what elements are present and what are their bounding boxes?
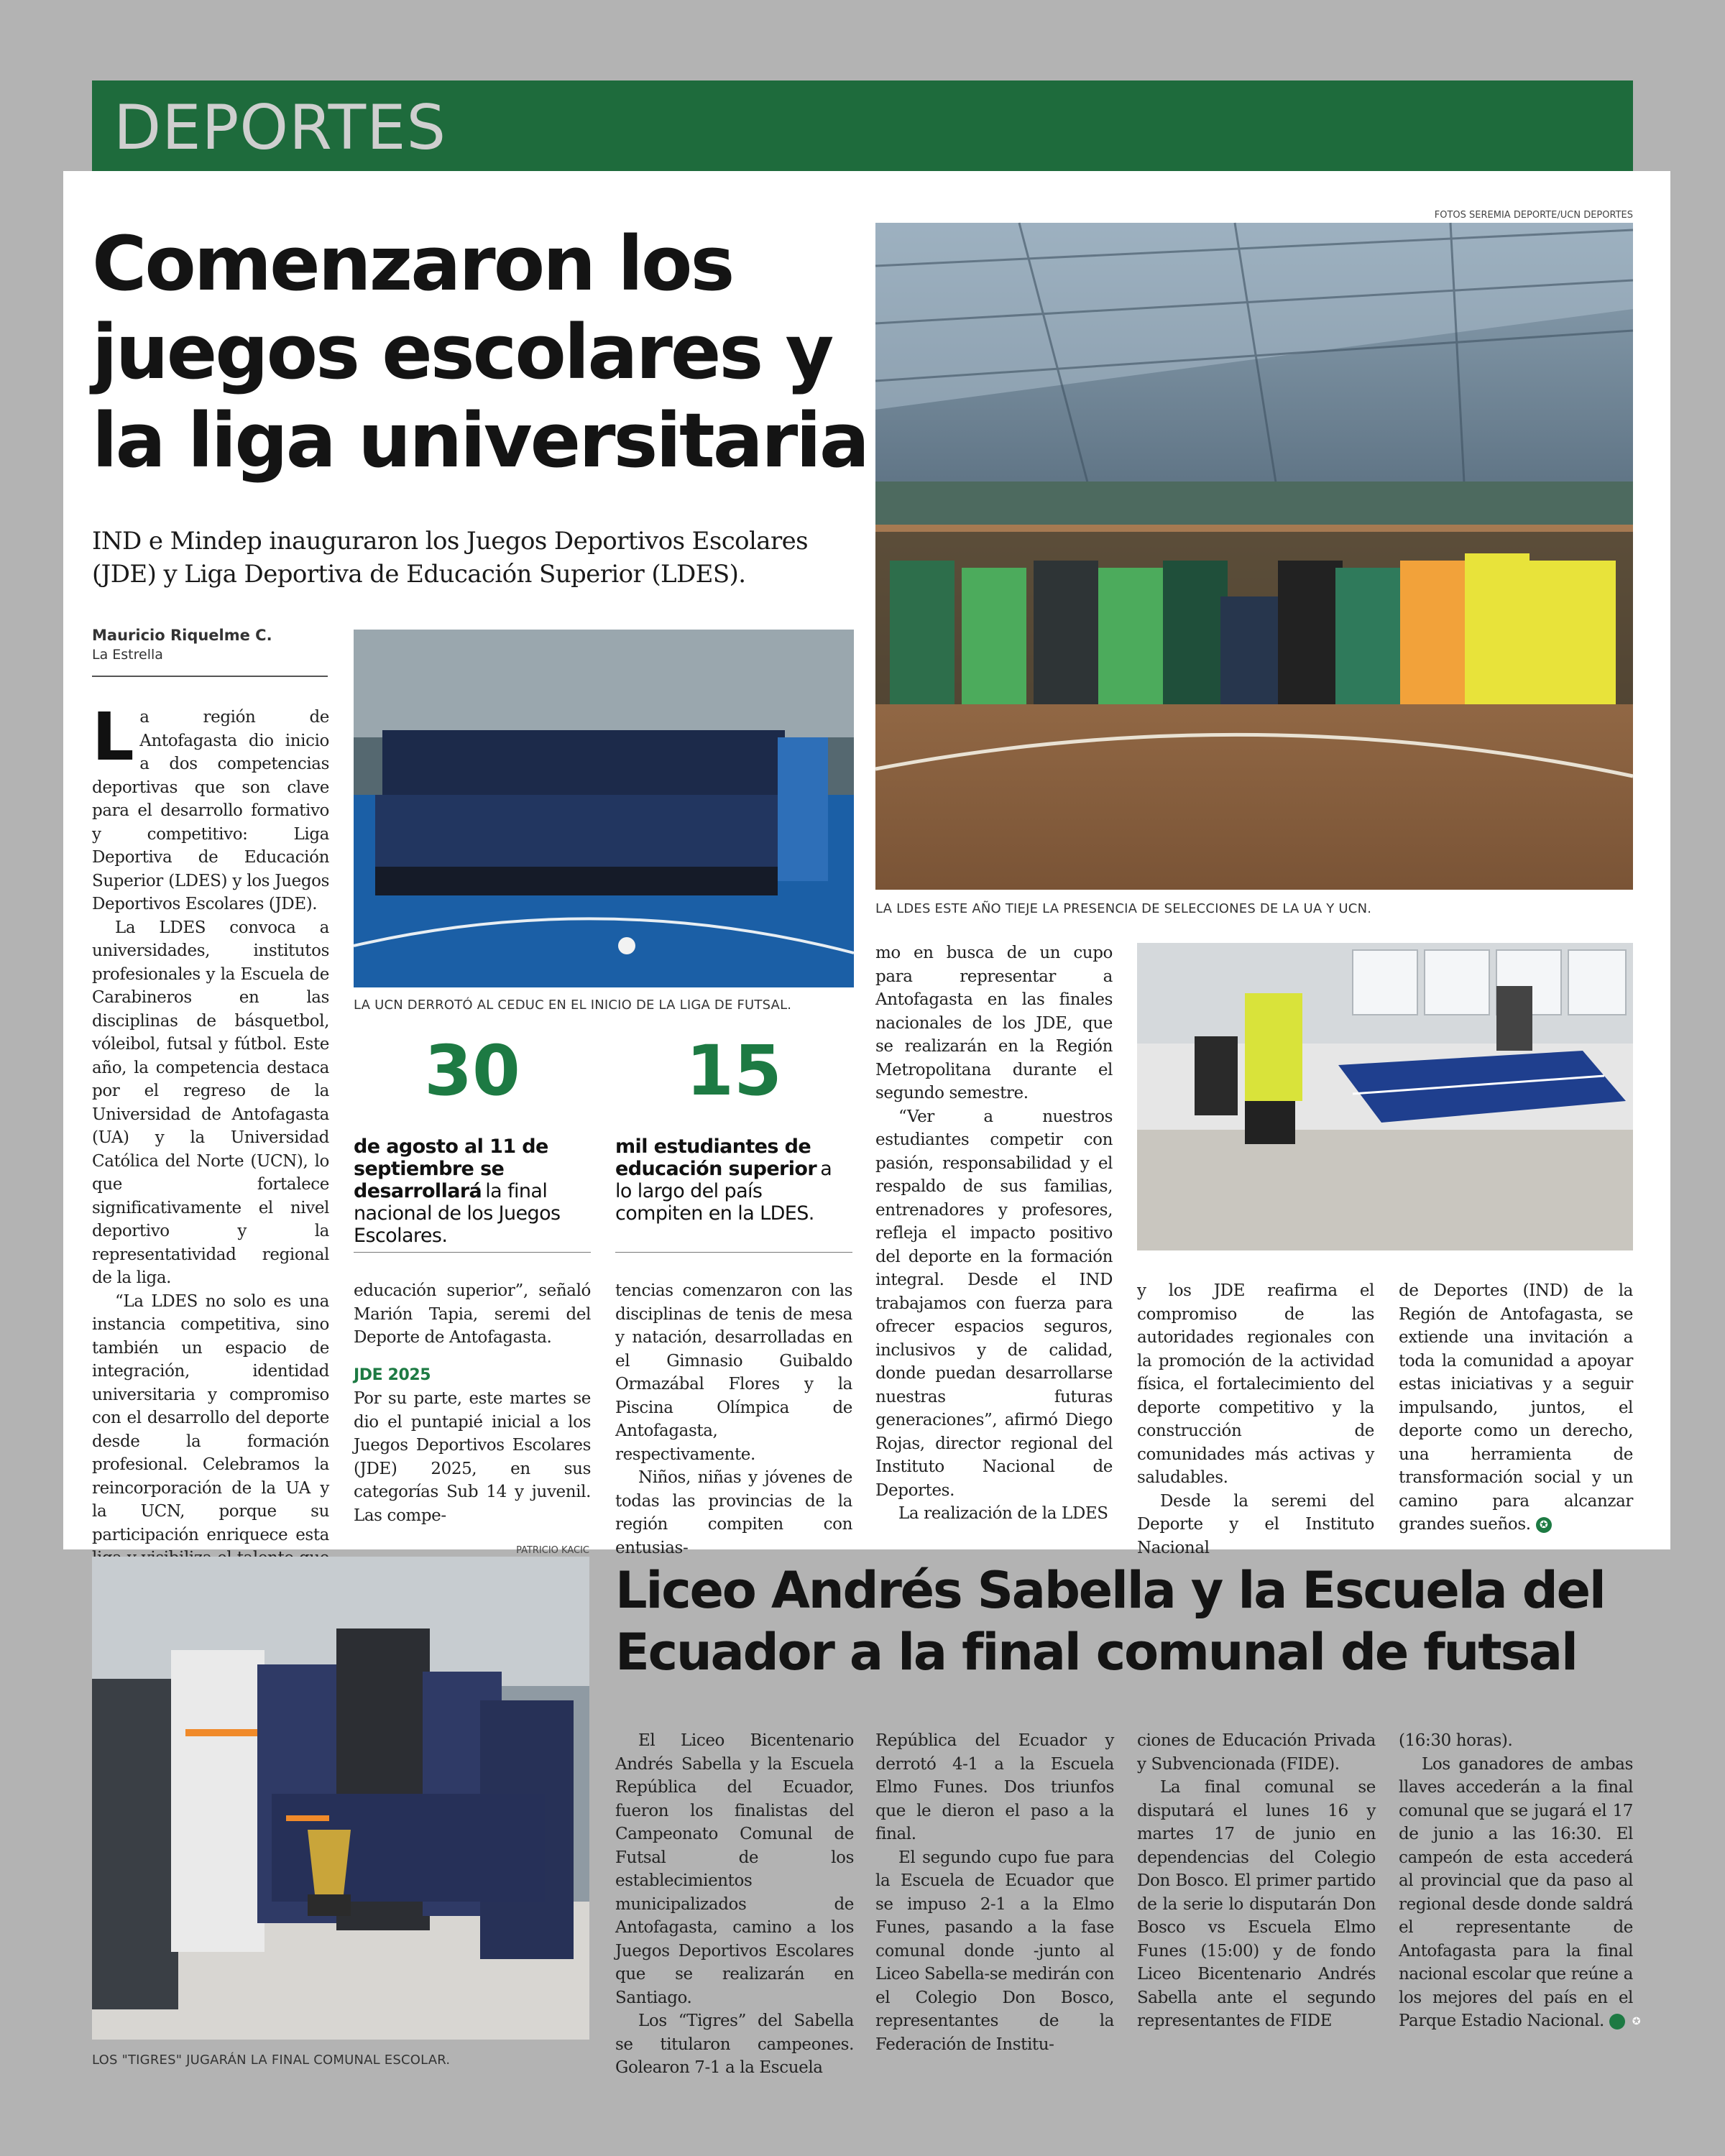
article1-col3-p2: Niños, niñas y jóvenes de todas las provincias de la región compiten con entusias-	[615, 1468, 852, 1557]
fact2-bold: mil estudiantes de educación superior	[615, 1135, 817, 1180]
article2-col3-p1: ciones de Educación Privada y Subvencionada (FIDE).	[1137, 1731, 1376, 1774]
article2-col3	[1137, 1729, 1376, 2074]
article1-col5	[1137, 1279, 1374, 1557]
article1-col1-p3: “La LDES no solo es una instancia competitiva, sino también un espacio de integración, identidad universitaria y compromiso con el desarrollo del deporte desde la formación profesional. Celebramos la reincorporación de la UA y la UCN, porque su participación enriquece esta	[92, 1291, 329, 1544]
article1-col1	[92, 699, 329, 1544]
fact1-text	[354, 1135, 591, 1247]
article1-col3	[615, 1279, 852, 1557]
byline-divider	[92, 676, 328, 677]
article-headline: Comenzaron los juegos escolares y la liga universitaria	[92, 220, 868, 484]
article-subhead: IND e Mindep inauguraron los Juegos Deportivos Escolares (JDE) y Liga Deportiva de Educación Superior (LDES).	[92, 527, 808, 589]
author-name: Mauricio Riquelme C.	[92, 627, 272, 644]
article1-col2	[354, 1279, 591, 1525]
byline	[92, 627, 272, 663]
fact1-divider	[354, 1252, 591, 1253]
photo-credit: FOTOS SEREMIA DEPORTE/UCN DEPORTES	[1434, 210, 1633, 221]
article2-headline: Liceo Andrés Sabella y la Escuela del Ecuador a la final comunal de futsal	[615, 1561, 1605, 1682]
article1-col6-p1: de Deportes (IND) de la Región de Antofagasta, se extiende una invitación a toda la comunidad a apoyar estas iniciativas y a seguir impulsando, juntos, el deporte como un derecho, una herramienta de transformación social y un camino para alcanzar grandes sueños.	[1399, 1281, 1633, 1534]
fact2-rest: a lo largo del país compiten en la LDES.	[615, 1158, 832, 1225]
photo-ucn-team	[354, 630, 854, 987]
caption-tigres: LOS "TIGRES" JUGARÁN LA FINAL COMUNAL ESCOLAR.	[92, 2053, 451, 2068]
dropcap: L	[92, 699, 134, 775]
article2-col4-p2: Los ganadores de ambas llaves accederán a la final comunal que se jugará el 17 de junio a las 16:30. El campeón de esta accederá al provincial que da paso al regional desde donde saldrá el representante de Antofagasta para la final nacional escolar que reúne a los mejores del país en el Parque Estadio Nacional.	[1399, 1754, 1633, 2030]
article1-col4-p1: mo en busca de un cupo para representar a Antofagasta en las finales nacionales de los JDE, que se realizarán en la Región Metropolitana durante el segundo semestre.	[875, 944, 1113, 1102]
article2-col2	[875, 1729, 1114, 2074]
photo-tigres-team	[92, 1557, 589, 2040]
photo-table-tennis	[1137, 943, 1633, 1250]
article1-col2-p2: Por su parte, este martes se dio el puntapié inicial a los Juegos Deportivos Escolares (JDE) 2025, en sus categorías Sub 14 y juvenil. Las compe-	[354, 1389, 591, 1525]
fact1-bold: de agosto al 11 de septiembre se desarrollará	[354, 1135, 548, 1202]
article1-col1-p1: a región de Antofagasta dio inicio a dos competencias deportivas que son clave para el desarrollo formativo y competitivo: Liga Deportiva de Educación Superior (LDES) y los Juegos Deportivos Escolares (JDE).	[92, 708, 329, 913]
article1-col2-p1: educación superior”, señaló Marión Tapia, seremi del Deporte de Antofagasta.	[354, 1281, 591, 1347]
caption-ldes-teams: LA LDES ESTE AÑO TIEJE LA PRESENCIA DE SELECCIONES DE LA UA Y UCN.	[875, 901, 1372, 916]
article1-col4-p2: “Ver a nuestros estudiantes competir con pasión, responsabilidad y el respaldo de sus familias, entrenadores y profesores, refleja el impacto positivo del deporte en la formación integral. Desde el IND trabajamos con fuerza para ofrecer espacios seguros, inclusivos y de calidad, donde puedan desarrollarse nuestras futuras generaciones”, afirmó Diego Rojas, director regional del Instituto Nacional de Deportes.	[875, 1107, 1113, 1500]
article2-col4-p1: (16:30 horas).	[1399, 1731, 1513, 1750]
article2-col4	[1399, 1729, 1641, 2074]
article1-col4-p3: La realización de la LDES	[898, 1504, 1108, 1523]
article1-col6	[1399, 1279, 1633, 1534]
fact1-number: 30	[424, 1031, 520, 1111]
article1-col5-p1: y los JDE reafirma el compromiso de las autoridades regionales con la promoción de la actividad física, el fortalecimiento del deporte competitivo y la construcción de comunidades más activas y saludables.	[1137, 1281, 1374, 1487]
article2-col3-p2: La final comunal se disputará el lunes 16 y martes 17 de junio en dependencias del Colegio Don Bosco. El primer partido de la serie lo disputarán Don Bosco vs Escuela Elmo Funes (15:00) y de fondo Liceo Bicentenario Andrés Sabella ante el segundo representantes de FIDE	[1137, 1778, 1376, 2030]
article2-col1	[615, 1729, 854, 2077]
photo-ldes-teams	[875, 223, 1633, 890]
article1-col3-p1: tencias comenzaron con las disciplinas de tenis de mesa y natación, desarrolladas en el Gimnasio Guibaldo Ormazábal Flores y la Piscina Olímpica de Antofagasta, respectivamente.	[615, 1281, 852, 1464]
article1-col1-p2: La LDES convoca a universidades, institutos profesionales y la Escuela de Carabineros en las disciplinas de básquetbol, vóleibol, futsal y fútbol. Este año, la competencia destaca por el regreso de la Universidad de Antofagasta (UA) y la Universidad Católica del Norte (UCN), lo que fortalece significativamente el nivel deportivo y la representatividad regional de la liga.	[92, 918, 329, 1287]
jde-subheading: JDE 2025	[354, 1365, 431, 1384]
article1-col5-p2: Desde la seremi del Deporte y el Instituto Nacional	[1137, 1491, 1374, 1557]
caption-ucn-team: LA UCN DERROTÓ AL CEDUC EN EL INICIO DE LA LIGA DE FUTSAL.	[354, 998, 792, 1013]
fact1-rest: la final nacional de los Juegos Escolares.	[354, 1180, 561, 1247]
section-title: DEPORTES	[114, 92, 447, 164]
photo2-credit: PATRICIO KACIC	[516, 1545, 589, 1556]
end-mark-icon-2: ✪	[1609, 2014, 1625, 2030]
fact2-number: 15	[686, 1031, 782, 1111]
article2-col2-p2: El segundo cupo fue para la Escuela de Ecuador que se impuso 2-1 a la Elmo Funes, pasando a la fase comunal donde -junto al Liceo Sabella-se medirán con el Colegio Don Bosco, representantes de la Federación de Institu-	[875, 1848, 1114, 2054]
fact2-text	[615, 1135, 852, 1225]
end-mark-icon: ✪	[1536, 1517, 1552, 1533]
fact2-divider	[615, 1252, 852, 1253]
article2-col1-p1: El Liceo Bicentenario Andrés Sabella y la Escuela República del Ecuador, fueron los finalistas del Campeonato Comunal de Futsal de los establecimientos municipalizados de Antofagasta, camino a los Juegos Deportivos Escolares que se realizarán en Santiago.	[615, 1731, 854, 2007]
article1-col4	[875, 941, 1113, 1522]
article2-col2-p1: República del Ecuador y derrotó 4-1 a la Escuela Elmo Funes. Dos triunfos que le dieron el paso a la final.	[875, 1731, 1114, 1843]
author-outlet: La Estrella	[92, 647, 163, 663]
article2-col1-p2: Los “Tigres” del Sabella se titularon campeones. Golearon 7-1 a la Escuela	[615, 2012, 854, 2077]
